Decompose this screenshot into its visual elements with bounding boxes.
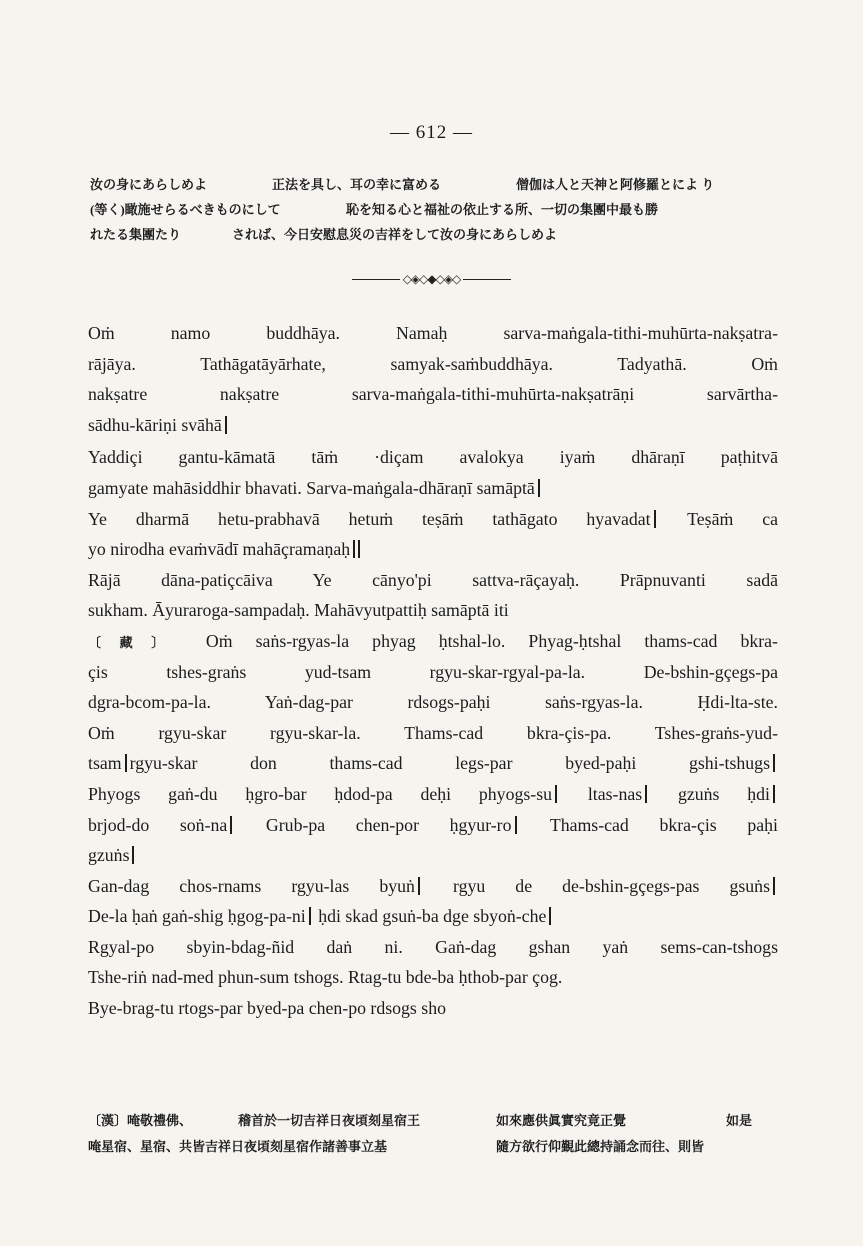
- text-line: Tshe-riṅ nad-med phun-sum tshogs. Rtag-tu bde-ba ḥthob-par çog.: [88, 967, 563, 988]
- verse-bar: [132, 846, 134, 864]
- verse-bar: [538, 479, 540, 497]
- line-text: Teṣāṁ ca: [687, 508, 779, 529]
- chinese-line: [88, 1134, 778, 1160]
- line-text: Grub-pa chen-por ḥgyur-ro: [265, 814, 512, 835]
- chinese-phrase: 隨方欲行仰覲此總持誦念而往、則皆: [496, 1139, 705, 1154]
- language-tag-tibetan: 〔藏〕: [88, 634, 183, 650]
- line-text: gzuṅs: [88, 845, 130, 866]
- text-line: Yaddiçi gantu-kāmatā tāṁ ·diçam avalokya iyaṁ dhāraṇī paṭhitvā: [88, 447, 778, 468]
- chinese-phrase: 稽首於一切吉祥日夜頃刻星宿王: [238, 1113, 421, 1128]
- text-line: [88, 840, 778, 871]
- chinese-phrase: 如是: [726, 1113, 753, 1128]
- japanese-phrase: 僧伽は人と天神と阿修羅とによ り: [516, 177, 715, 192]
- chinese-line: [88, 1108, 778, 1134]
- line-text: Oṁ saṅs-rgyas-la phyag ḥtshal-lo. Phyag-ḥtshal thams-cad bkra-: [205, 630, 778, 651]
- page-number: — 612 —: [390, 122, 473, 143]
- text-line: [88, 626, 778, 657]
- verse-bar: [773, 877, 775, 895]
- ornament-glyphs: ◇◈◇◆◇◈◇: [402, 272, 461, 286]
- verse-bar: [230, 816, 232, 834]
- text-line: [88, 779, 778, 810]
- line-text: yo nirodha evaṁvādī mahāçramaṇaḥ: [88, 539, 351, 560]
- line-text: rgyu-skar don thams-cad legs-par byed-paḥi gshi-tshugs: [129, 753, 770, 774]
- japanese-phrase: されば、今日安慰息災の吉祥をして汝の身にあらしめよ: [232, 227, 558, 242]
- ornament-divider: [0, 272, 863, 286]
- verse-bar: [549, 907, 551, 925]
- verse-bar: [353, 540, 355, 558]
- japanese-line: [90, 197, 780, 222]
- japanese-phrase: 恥を知る心と福祉の依止する所、一切の集團中最も勝: [346, 202, 659, 217]
- line-text: tsam: [88, 753, 122, 774]
- text-line: sukham. Āyuraroga-sampadaḥ. Mahāvyutpattiḥ samāptā iti: [88, 600, 509, 621]
- chinese-phrase: 唵星宿、星宿、共皆吉祥日夜頃刻星宿作諸善事立基: [88, 1139, 388, 1154]
- line-text: gamyate mahāsiddhir bhavati. Sarva-maṅgala-dhāraṇī samāptā: [88, 477, 535, 498]
- divider-rule: [352, 279, 400, 280]
- divider-rule: [463, 279, 511, 280]
- line-text: De-la ḥaṅ gaṅ-shig ḥgog-pa-ni: [88, 906, 306, 927]
- verse-bar: [515, 816, 517, 834]
- japanese-translation: [90, 172, 780, 247]
- chinese-phrase: 〔漢〕唵敬禮佛、: [88, 1113, 193, 1128]
- text-line: Bye-brag-tu rtogs-par byed-pa chen-po rdsogs sho: [88, 998, 446, 1019]
- line-text: Ye dharmā hetu-prabhavā hetuṁ teṣāṁ tathāgato hyavadat: [88, 508, 651, 529]
- text-line: [88, 901, 778, 932]
- verse-bar: [773, 754, 775, 772]
- line-text: sādhu-kāriṇi svāhā: [88, 414, 222, 435]
- text-line: rājāya. Tathāgatāyārhate, samyak-saṁbuddhāya. Tadyathā. Oṁ: [88, 353, 778, 374]
- text-line: [88, 410, 778, 441]
- verse-bar: [654, 510, 656, 528]
- text-line: [88, 748, 778, 779]
- japanese-line: [90, 222, 780, 247]
- text-line: Oṁ namo buddhāya. Namaḥ sarva-maṅgala-tithi-muhūrta-nakṣatra-: [88, 323, 778, 343]
- japanese-phrase: (等く)瞰施せらるべきものにして: [90, 202, 281, 217]
- line-text: Phyogs gaṅ-du ḥgro-bar ḥdod-pa deḥi phyogs-su: [88, 783, 553, 804]
- chinese-translation: [88, 1108, 778, 1160]
- japanese-phrase: 正法を具し、耳の幸に富める: [272, 177, 442, 192]
- verse-bar: [309, 907, 311, 925]
- line-text: Thams-cad bkra-çis paḥi: [549, 814, 778, 835]
- transliteration-body: [88, 318, 778, 1024]
- text-line: nakṣatre nakṣatre sarva-maṅgala-tithi-muhūrta-nakṣatrāṇi sarvārtha-: [88, 384, 778, 405]
- verse-bar: [773, 785, 775, 803]
- text-line: Oṁ rgyu-skar rgyu-skar-la. Thams-cad bkra-çis-pa. Tshes-graṅs-yud-: [88, 722, 778, 743]
- line-text: Gan-dag chos-rnams rgyu-las byuṅ: [88, 875, 415, 896]
- text-line: [88, 534, 778, 565]
- line-text: ltas-nas: [587, 783, 643, 804]
- text-line: [88, 504, 778, 535]
- japanese-line: [90, 172, 780, 197]
- verse-bar: [225, 416, 227, 434]
- line-text: brjod-do soṅ-na: [88, 814, 228, 835]
- verse-bar: [418, 877, 420, 895]
- chinese-phrase: 如來應供眞實究竟正覺: [496, 1113, 627, 1128]
- text-line: dgra-bcom-pa-la. Yaṅ-dag-par rdsogs-paḥi saṅs-rgyas-la. Ḥdi-lta-ste.: [88, 692, 778, 713]
- text-line: çis tshes-graṅs yud-tsam rgyu-skar-rgyal-pa-la. De-bshin-gçegs-pa: [88, 661, 778, 682]
- line-text: gzuṅs ḥdi: [677, 783, 770, 804]
- text-line: Rājā dāna-patiçcāiva Ye cānyo'pi sattva-rāçayaḥ. Prāpnuvanti sadā: [88, 569, 778, 590]
- text-line: Rgyal-po sbyin-bdag-ñid daṅ ni. Gaṅ-dag gshan yaṅ sems-can-tshogs: [88, 936, 778, 957]
- text-line: [88, 871, 778, 902]
- text-line: [88, 473, 778, 504]
- line-text: rgyu de de-bshin-gçegs-pas gsuṅs: [452, 875, 770, 896]
- verse-bar: [645, 785, 647, 803]
- verse-bar: [555, 785, 557, 803]
- line-text: ḥdi skad gsuṅ-ba dge sbyoṅ-che: [318, 906, 547, 927]
- verse-bar: [358, 540, 360, 558]
- text-line: [88, 810, 778, 841]
- japanese-phrase: 汝の身にあらしめよ: [90, 177, 208, 192]
- japanese-phrase: れたる集團たり: [90, 227, 182, 242]
- verse-bar: [125, 754, 127, 772]
